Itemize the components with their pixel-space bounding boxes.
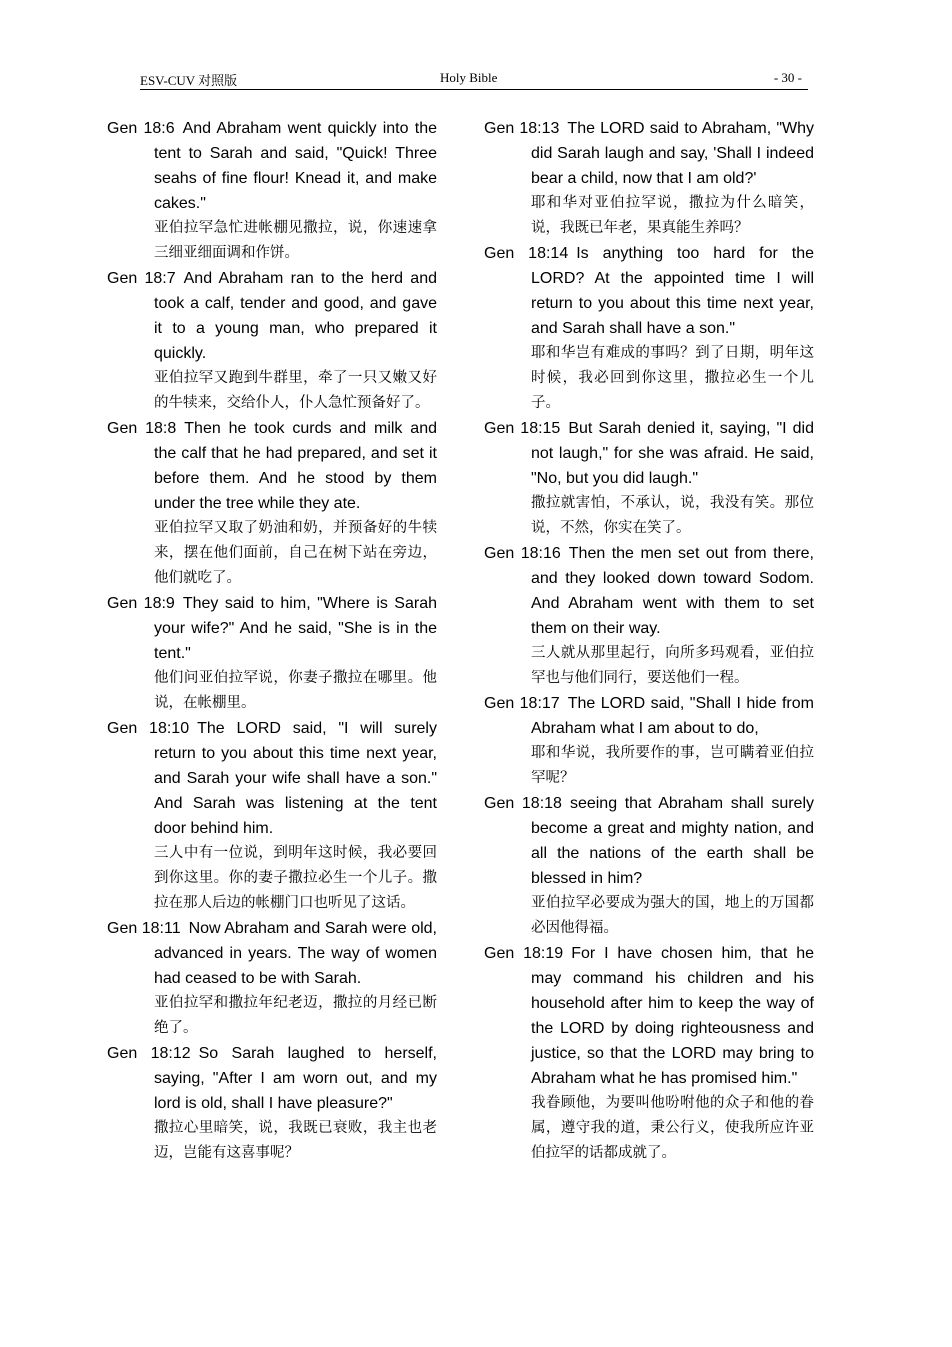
verse-english-text: And Abraham went quickly into the tent to Sarah and said, "Quick! Three seahs of fine flour! Knead it, and make cakes." [154, 120, 437, 212]
verse-reference: Gen 18:13 [484, 120, 560, 137]
header-book-title: Holy Bible [440, 70, 498, 85]
verse [107, 916, 437, 1041]
right-column [484, 116, 814, 1166]
verse-english-text: The LORD said to Abraham, "Why did Sarah laugh and say, 'Shall I indeed bear a child, now that I am old?' [531, 120, 814, 187]
verse-chinese: 耶和华说，我所要作的事，岂可瞒着亚伯拉罕呢？ [531, 745, 814, 786]
verse-chinese: 亚伯拉罕又跑到牛群里，牵了一只又嫩又好的牛犊来，交给仆人，仆人急忙预备好了。 [154, 370, 437, 411]
verse-english [484, 416, 814, 491]
verse-reference: Gen 18:10 [107, 720, 190, 737]
verse [107, 416, 437, 591]
verse-chinese: 撒拉心里暗笑，说，我既已衰败，我主也老迈，岂能有这喜事呢？ [154, 1120, 437, 1161]
verse-english [484, 691, 814, 741]
verse-reference: Gen 18:16 [484, 545, 561, 562]
verse [484, 241, 814, 416]
verse [107, 266, 437, 416]
verse-chinese: 三人中有一位说，到明年这时候，我必要回到你这里。你的妻子撒拉必生一个儿子。撒拉在那人后边的帐棚门口也听见了这话。 [154, 845, 437, 911]
verse-english-text: The LORD said, "Shall I hide from Abraham what I am about to do, [531, 695, 814, 737]
verse [107, 116, 437, 266]
header-edition-title: ESV-CUV 对照版 [140, 73, 238, 88]
verse-english-text: Then he took curds and milk and the calf that he had prepared, and set it before them. And he stood by them under the tree while they ate. [154, 420, 437, 512]
verse-english [107, 916, 437, 991]
left-column [107, 116, 437, 1166]
verse-chinese: 耶和华岂有难成的事吗？到了日期，明年这时候，我必回到你这里，撒拉必生一个儿子。 [531, 345, 814, 411]
verse-english-text: Now Abraham and Sarah were old, advanced in years. The way of women had ceased to be with Sarah. [154, 920, 437, 987]
verse-english [107, 716, 437, 841]
verse-reference: Gen 18:17 [484, 695, 560, 712]
verse-english-text: Then the men set out from there, and they looked down toward Sodom. And Abraham went with them to set them on their way. [531, 545, 814, 637]
verse-english [107, 266, 437, 366]
header-page-number: - 30 - [773, 70, 802, 85]
verse-english [484, 116, 814, 191]
verse-english-text: But Sarah denied it, saying, "I did not laugh," for she was afraid. He said, "No, but you did laugh." [531, 420, 815, 487]
verse-english [484, 941, 814, 1091]
verse-reference: Gen 18:15 [484, 420, 561, 437]
verse-english-text: The LORD said, "I will surely return to you about this time next year, and Sarah your wife shall have a son." And Sarah was listening at the tent door behind him. [154, 720, 437, 837]
verse-chinese: 他们问亚伯拉罕说，你妻子撒拉在哪里。他说，在帐棚里。 [154, 670, 437, 711]
verse-chinese: 三人就从那里起行，向所多玛观看，亚伯拉罕也与他们同行，要送他们一程。 [531, 645, 814, 686]
verse [484, 691, 814, 791]
verse-reference: Gen 18:14 [484, 245, 569, 262]
verse [484, 541, 814, 691]
verse [484, 116, 814, 241]
verse-english-text: So Sarah laughed to herself, saying, "After I am worn out, and my lord is old, shall I have pleasure?" [154, 1045, 437, 1112]
verse-reference: Gen 18:6 [107, 120, 175, 137]
page-header [140, 69, 808, 90]
verse [484, 791, 814, 941]
verse-reference: Gen 18:18 [484, 795, 562, 812]
verse-english [484, 791, 814, 891]
verse-english [107, 416, 437, 516]
verse-chinese: 亚伯拉罕急忙进帐棚见撒拉，说，你速速拿三细亚细面调和作饼。 [154, 220, 437, 261]
verse-chinese: 亚伯拉罕和撒拉年纪老迈，撒拉的月经已断绝了。 [154, 995, 437, 1036]
verse [107, 1041, 437, 1166]
verse [484, 416, 814, 541]
verse-reference: Gen 18:9 [107, 595, 175, 612]
verse [107, 716, 437, 916]
verse-english-text: They said to him, "Where is Sarah your wife?" And he said, "She is in the tent." [154, 595, 438, 662]
verse-english-text: seeing that Abraham shall surely become a great and mighty nation, and all the nations of the earth shall be blessed in him? [531, 795, 814, 887]
verse [107, 591, 437, 716]
verse [484, 941, 814, 1166]
verse-english [484, 241, 814, 341]
verse-reference: Gen 18:8 [107, 420, 177, 437]
verse-english [107, 116, 437, 216]
verse-reference: Gen 18:11 [107, 920, 181, 937]
verse-english [484, 541, 814, 641]
verse-english [107, 591, 437, 666]
verse-chinese: 我眷顾他，为要叫他吩咐他的众子和他的眷属，遵守我的道，秉公行义，使我所应许亚伯拉罕的话都成就了。 [531, 1095, 814, 1161]
verse-reference: Gen 18:7 [107, 270, 176, 287]
verse-chinese: 亚伯拉罕又取了奶油和奶，并预备好的牛犊来，摆在他们面前，自己在树下站在旁边，他们就吃了。 [154, 520, 437, 586]
verse-chinese: 耶和华对亚伯拉罕说，撒拉为什么暗笑，说，我既已年老，果真能生养吗？ [531, 195, 814, 236]
verse-english-text: Is anything too hard for the LORD? At the appointed time I will return to you about this time next year, and Sarah shall have a son." [531, 245, 814, 337]
verse-reference: Gen 18:12 [107, 1045, 191, 1062]
verse-chinese: 亚伯拉罕必要成为强大的国，地上的万国都必因他得福。 [531, 895, 814, 936]
verse-reference: Gen 18:19 [484, 945, 564, 962]
verse-english [107, 1041, 437, 1116]
verse-english-text: For I have chosen him, that he may command his children and his household after him to keep the way of the LORD by doing righteousness and justice, so that the LORD may bring to Abraham what he has promised him." [531, 945, 814, 1087]
verse-chinese: 撒拉就害怕，不承认，说，我没有笑。那位说，不然，你实在笑了。 [531, 495, 814, 536]
verse-english-text: And Abraham ran to the herd and took a calf, tender and good, and gave it to a young man, who prepared it quickly. [154, 270, 438, 362]
